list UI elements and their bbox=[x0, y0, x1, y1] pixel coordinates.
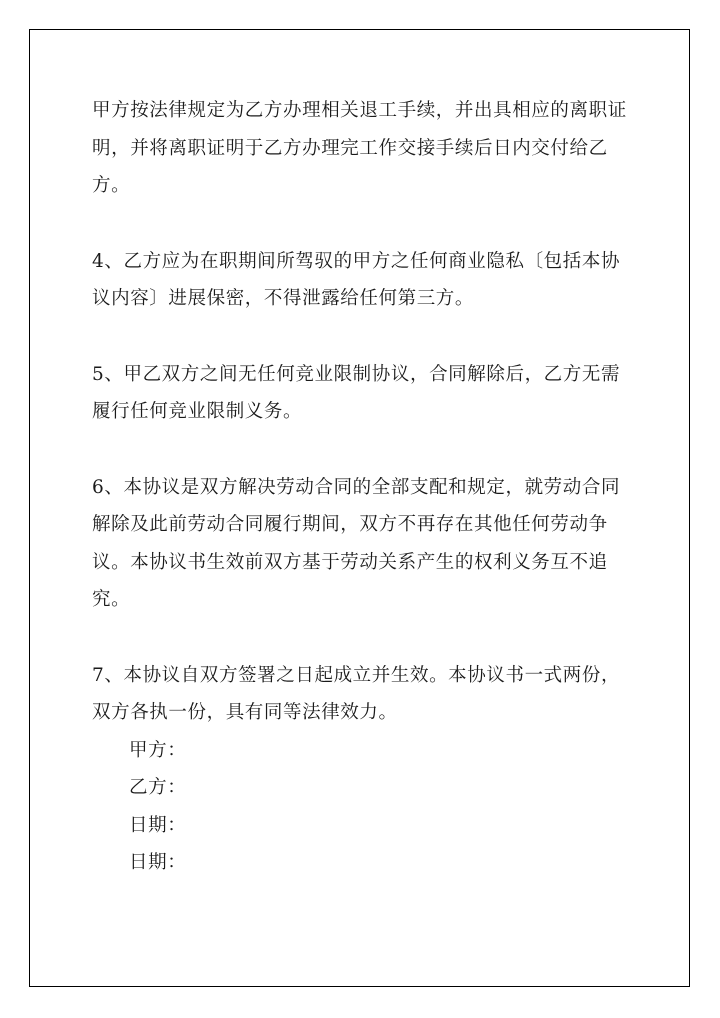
document-body bbox=[92, 92, 637, 882]
party-b-signature-label: 乙方： bbox=[129, 777, 187, 798]
paragraph-clause-7-effectiveness: 7、本协议自双方签署之日起成立并生效。本协议书一式两份，双方各执一份，具有同等法律效力。 bbox=[92, 664, 621, 723]
paragraph-clause-5-non-compete: 5、甲乙双方之间无任何竞业限制协议，合同解除后，乙方无需履行任何竞业限制义务。 bbox=[92, 363, 621, 422]
paragraph-clause-4-confidentiality: 4、乙方应为在职期间所驾驭的甲方之任何商业隐私〔包括本协议内容〕进展保密，不得泄露给任何第三方。 bbox=[92, 250, 621, 309]
signature-block bbox=[92, 732, 637, 882]
paragraph-resignation-procedure: 甲方按法律规定为乙方办理相关退工手续，并出具相应的离职证明，并将离职证明于乙方办理完工作交接手续后日内交付给乙方。 bbox=[92, 100, 627, 196]
party-a-signature-label: 甲方： bbox=[129, 739, 187, 761]
date-label-2: 日期： bbox=[129, 852, 187, 873]
paragraph-clause-6-settlement: 6、本协议是双方解决劳动合同的全部支配和规定，就劳动合同解除及此前劳动合同履行期间，双方不再存在其他任何劳动争议。本协议书生效前双方基于劳动关系产生的权利义务互不追究。 bbox=[92, 476, 621, 610]
date-label-1: 日期： bbox=[129, 814, 187, 836]
